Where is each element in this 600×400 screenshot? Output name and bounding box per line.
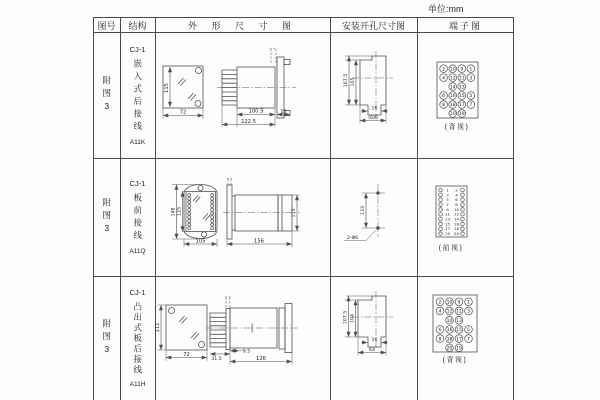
unit-label: 单位:mm <box>428 4 464 14</box>
structure-cell-row2 <box>120 158 155 276</box>
dim-front-width-a11k: 72 <box>179 109 187 116</box>
svg-text:8: 8 <box>455 201 458 207</box>
figure-cell-row3 <box>93 276 120 400</box>
outline-drawing-a11h <box>155 297 298 365</box>
svg-text:16: 16 <box>454 221 459 227</box>
svg-text:6: 6 <box>455 197 458 203</box>
svg-text:1: 1 <box>469 67 473 73</box>
column-header-structure: 结构 <box>128 20 147 31</box>
dim-front-width-a11h: 72 <box>183 351 190 358</box>
svg-text:6: 6 <box>442 94 446 100</box>
outline-drawing-a11q <box>171 179 301 248</box>
svg-text:12: 12 <box>446 309 453 315</box>
dim-front-inner-height-a11q: 125 <box>177 207 183 216</box>
svg-text:14: 14 <box>449 85 456 91</box>
column-header-figure: 图号 <box>97 20 116 31</box>
figure-number: 附图3 <box>101 76 112 115</box>
svg-text:1: 1 <box>467 300 470 306</box>
svg-text:10: 10 <box>454 206 459 212</box>
svg-text:5: 5 <box>467 328 470 334</box>
svg-text:16: 16 <box>449 94 456 100</box>
dim-side-height-a11q: 115 <box>292 208 298 218</box>
svg-text:17: 17 <box>456 337 462 343</box>
dim-body-length-a11h: 126 <box>256 355 266 362</box>
svg-text:7: 7 <box>469 103 473 109</box>
svg-text:15: 15 <box>458 94 465 100</box>
structure-model: A11Q <box>129 248 146 255</box>
svg-text:20: 20 <box>454 231 459 237</box>
svg-text:9: 9 <box>460 67 464 73</box>
svg-text:14: 14 <box>454 216 459 222</box>
svg-text:4: 4 <box>455 192 458 198</box>
dim-slot-width-a11h: 16 <box>371 338 378 344</box>
svg-text:3: 3 <box>446 192 449 198</box>
structure-mount-type: 凸出式板后接线 <box>132 302 143 376</box>
structure-series: CJ-1 <box>129 288 146 298</box>
svg-text:19: 19 <box>456 346 462 352</box>
svg-text:18: 18 <box>446 337 453 343</box>
structure-series: CJ-1 <box>129 45 146 54</box>
svg-text:17: 17 <box>458 103 465 109</box>
dim-slot-width-a11k: 16 <box>371 106 378 112</box>
structure-series: CJ-1 <box>129 179 146 188</box>
structure-model: A11H <box>129 380 146 388</box>
mounting-cutout-a11h <box>343 291 394 356</box>
svg-text:12: 12 <box>449 76 456 82</box>
svg-text:2: 2 <box>438 300 442 306</box>
svg-text:5: 5 <box>469 94 473 100</box>
dim-side-length-a11q: 156 <box>254 238 264 245</box>
svg-text:16: 16 <box>446 328 453 334</box>
svg-text:18: 18 <box>449 103 456 109</box>
svg-text:9: 9 <box>446 206 449 212</box>
svg-text:11: 11 <box>445 211 450 217</box>
label-hole-size-a11q: 2-Φ6 <box>346 235 359 241</box>
svg-text:13: 13 <box>445 216 450 222</box>
svg-text:20: 20 <box>449 112 456 118</box>
terminal-view-caption-row3: (背视) <box>442 357 468 364</box>
dim-front-width-a11q: 105 <box>195 238 206 245</box>
svg-text:13: 13 <box>456 318 462 324</box>
svg-text:13: 13 <box>458 85 465 91</box>
svg-text:8: 8 <box>438 337 442 343</box>
dim-pin-depth-a11h: 31.5 <box>211 356 222 362</box>
dim-body-width-a11k: 100.5 <box>248 108 264 115</box>
svg-text:19: 19 <box>458 112 465 118</box>
terminal-diagram-a11q <box>436 186 467 237</box>
figure-number: 附图3 <box>101 197 112 237</box>
terminal-diagram-a11k <box>437 62 478 118</box>
svg-text:10: 10 <box>446 300 453 306</box>
dim-cutout-outer-height-a11h: 107.5 <box>343 310 349 325</box>
column-header-terminal: 端子图 <box>448 20 482 31</box>
dim-hole-spacing-a11q: 133 <box>361 206 366 215</box>
dim-cutout-width-a11k: (64) <box>368 116 378 121</box>
dim-front-height-a11h: 111 <box>155 322 161 333</box>
svg-text:6: 6 <box>438 328 442 334</box>
terminal-diagram-a11h <box>433 295 477 352</box>
svg-text:3: 3 <box>469 76 473 82</box>
svg-text:8: 8 <box>442 103 446 109</box>
column-header-mounting: 安装开孔尺寸图 <box>341 20 405 31</box>
figure-cell-row1 <box>93 33 120 158</box>
svg-text:4: 4 <box>438 309 442 315</box>
svg-text:10: 10 <box>449 67 456 73</box>
svg-text:2: 2 <box>455 187 458 193</box>
svg-text:3: 3 <box>467 309 470 315</box>
svg-text:9: 9 <box>457 300 461 306</box>
svg-text:15: 15 <box>445 221 450 227</box>
structure-model: A11K <box>129 139 146 146</box>
svg-text:7: 7 <box>446 201 449 207</box>
dim-cutout-outer-height-a11k: 107.5 <box>344 73 349 88</box>
dim-front-outer-height-a11q: 148 <box>171 207 177 217</box>
structure-mount-type: 嵌入式后接线 <box>132 59 143 134</box>
svg-text:7: 7 <box>467 337 470 343</box>
column-header-outline: 外 形 尺 寸 图 <box>187 20 297 31</box>
svg-text:18: 18 <box>454 226 459 232</box>
svg-text:1: 1 <box>446 187 449 193</box>
dim-gap-a11h: 9.5 <box>242 349 251 355</box>
terminal-view-caption-row1: (背视) <box>444 124 470 131</box>
figure-cell-row2 <box>93 158 120 276</box>
dim-cutout-inner-height-a11h: 104 <box>350 314 356 323</box>
terminal-view-caption-row2: (前视) <box>438 245 464 252</box>
dim-front-height-a11k: 115 <box>164 83 170 93</box>
structure-cell-row1 <box>120 33 155 158</box>
svg-text:12: 12 <box>454 211 459 217</box>
svg-text:2: 2 <box>442 67 446 73</box>
svg-text:14: 14 <box>446 318 453 324</box>
dim-flange-depth-a11k: 15 <box>280 109 287 115</box>
structure-cell-row3 <box>120 276 155 400</box>
svg-text:15: 15 <box>456 328 462 334</box>
svg-text:20: 20 <box>446 346 453 352</box>
outline-drawing-a11k <box>163 49 296 128</box>
dim-overall-width-a11k: 122.5 <box>241 118 256 125</box>
svg-text:11: 11 <box>458 76 465 82</box>
figure-number: 附图3 <box>101 318 112 358</box>
svg-text:19: 19 <box>445 231 450 237</box>
svg-text:4: 4 <box>442 76 446 82</box>
mounting-holes-a11q <box>344 184 385 241</box>
dim-cutout-width-a11h: 64 <box>369 348 375 353</box>
svg-text:5: 5 <box>446 197 449 203</box>
svg-text:11: 11 <box>456 309 462 315</box>
structure-mount-type: 板前接线 <box>132 193 143 243</box>
svg-text:17: 17 <box>445 226 450 232</box>
dim-cutout-inner-height-a11k: 105 <box>351 77 357 87</box>
mounting-cutout-a11k <box>343 51 393 123</box>
